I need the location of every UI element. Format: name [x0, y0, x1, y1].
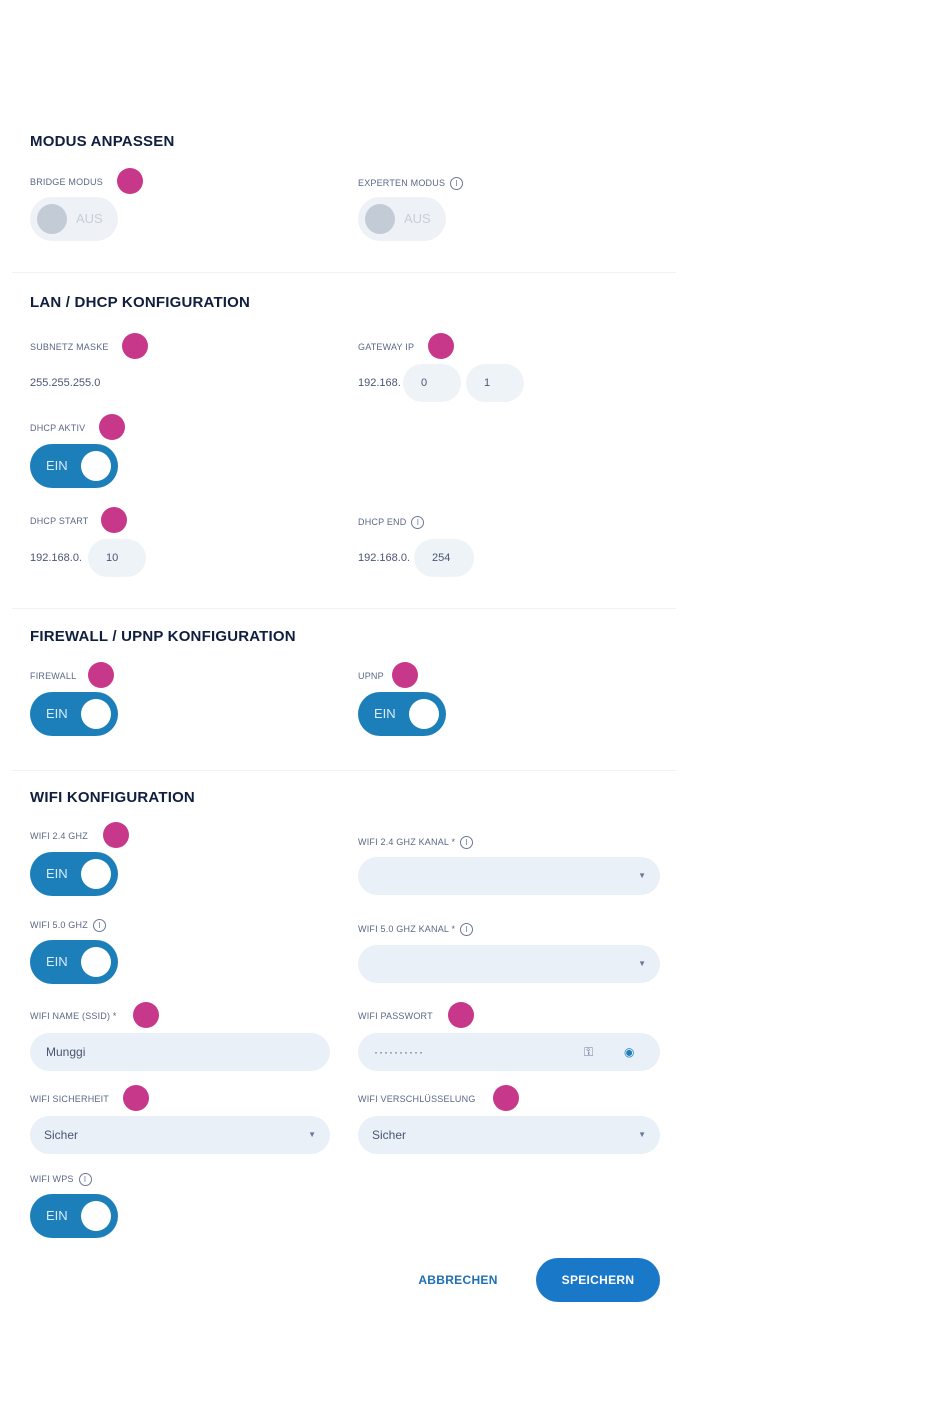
encryption-select[interactable]: Sicher ▼ [358, 1116, 660, 1154]
gateway-octet3-input[interactable]: 0 [403, 364, 461, 402]
info-icon[interactable]: I [411, 516, 424, 529]
annotation-marker [103, 822, 129, 848]
toggle-knob [409, 699, 439, 729]
info-icon[interactable]: I [460, 836, 473, 849]
annotation-marker [88, 662, 114, 688]
toggle-state: EIN [46, 866, 68, 881]
gateway-ip-prefix: 192.168. [358, 377, 401, 389]
section-title-lan: LAN / DHCP KONFIGURATION [30, 294, 251, 311]
ssid-label: WIFI NAME (SSID) * [30, 1011, 117, 1021]
wifi-24-label: WIFI 2.4 GHZ [30, 831, 88, 841]
annotation-marker [123, 1085, 149, 1111]
security-select[interactable]: Sicher ▼ [30, 1116, 330, 1154]
dhcp-start-input[interactable]: 10 [88, 539, 146, 577]
annotation-marker [133, 1002, 159, 1028]
wifi-50-channel-select[interactable] [358, 945, 660, 983]
wifi-50-toggle[interactable] [30, 940, 118, 984]
toggle-state: AUS [76, 211, 103, 226]
password-label: WIFI PASSWORT [358, 1011, 433, 1021]
chevron-down-icon: ▼ [638, 1130, 646, 1139]
dhcp-active-label: DHCP AKTIV [30, 423, 86, 433]
chevron-down-icon: ▼ [308, 1130, 316, 1139]
wifi-24-channel-select[interactable] [358, 857, 660, 895]
password-input[interactable]: ·········· ⚿ ◉ [358, 1033, 660, 1071]
annotation-marker [117, 168, 143, 194]
security-label: WIFI SICHERHEIT [30, 1094, 109, 1104]
annotation-marker [493, 1085, 519, 1111]
toggle-state: AUS [404, 211, 431, 226]
toggle-state: EIN [46, 706, 68, 721]
toggle-state: EIN [46, 1208, 68, 1223]
encryption-label: WIFI VERSCHLÜSSELUNG [358, 1094, 476, 1104]
toggle-knob [81, 699, 111, 729]
eye-icon[interactable]: ◉ [624, 1045, 636, 1059]
wps-toggle[interactable] [30, 1194, 118, 1238]
expert-mode-toggle[interactable] [358, 197, 446, 241]
subnet-mask-label: SUBNETZ MASKE [30, 342, 109, 352]
info-icon[interactable]: I [79, 1173, 92, 1186]
annotation-marker [99, 414, 125, 440]
info-icon[interactable]: I [450, 177, 463, 190]
toggle-knob [81, 451, 111, 481]
wps-label: WIFI WPS I [30, 1173, 92, 1186]
section-title-firewall: FIREWALL / UPNP KONFIGURATION [30, 628, 296, 645]
dhcp-end-prefix: 192.168.0. [358, 552, 410, 564]
info-icon[interactable]: I [93, 919, 106, 932]
section-divider [12, 770, 676, 771]
annotation-marker [428, 333, 454, 359]
cancel-button[interactable]: ABBRECHEN [418, 1273, 498, 1287]
toggle-state: EIN [46, 458, 68, 473]
info-icon[interactable]: I [460, 923, 473, 936]
toggle-state: EIN [46, 954, 68, 969]
section-divider [12, 272, 676, 273]
wifi-50-channel-label: WIFI 5.0 GHZ KANAL * I [358, 923, 473, 936]
dhcp-end-label: DHCP END I [358, 516, 424, 529]
chevron-down-icon: ▼ [638, 959, 646, 968]
upnp-label: UPNP [358, 671, 384, 681]
ssid-input[interactable]: Munggi [30, 1033, 330, 1071]
chevron-down-icon: ▼ [638, 871, 646, 880]
annotation-marker [101, 507, 127, 533]
annotation-marker [122, 333, 148, 359]
dhcp-start-label: DHCP START [30, 516, 89, 526]
subnet-mask-value: 255.255.255.0 [30, 377, 101, 389]
dhcp-active-toggle[interactable] [30, 444, 118, 488]
wifi-50-label: WIFI 5.0 GHZ I [30, 919, 106, 932]
firewall-label: FIREWALL [30, 671, 77, 681]
key-icon[interactable]: ⚿ [584, 1045, 595, 1059]
section-title-wifi: WIFI KONFIGURATION [30, 789, 195, 806]
toggle-knob [81, 1201, 111, 1231]
wifi-24-toggle[interactable] [30, 852, 118, 896]
toggle-state: EIN [374, 706, 396, 721]
section-divider [12, 608, 676, 609]
annotation-marker [392, 662, 418, 688]
annotation-marker [448, 1002, 474, 1028]
gateway-ip-label: GATEWAY IP [358, 342, 415, 352]
toggle-knob [37, 204, 67, 234]
dhcp-end-input[interactable]: 254 [414, 539, 474, 577]
firewall-toggle[interactable] [30, 692, 118, 736]
expert-mode-label: EXPERTEN MODUS I [358, 177, 463, 190]
section-title-modus: MODUS ANPASSEN [30, 133, 175, 150]
dhcp-start-prefix: 192.168.0. [30, 552, 82, 564]
gateway-octet4-input[interactable]: 1 [466, 364, 524, 402]
bridge-mode-toggle[interactable] [30, 197, 118, 241]
save-button[interactable]: SPEICHERN [536, 1258, 660, 1302]
toggle-knob [81, 947, 111, 977]
bridge-mode-label: BRIDGE MODUS [30, 177, 103, 187]
wifi-24-channel-label: WIFI 2.4 GHZ KANAL * I [358, 836, 473, 849]
upnp-toggle[interactable] [358, 692, 446, 736]
toggle-knob [81, 859, 111, 889]
toggle-knob [365, 204, 395, 234]
